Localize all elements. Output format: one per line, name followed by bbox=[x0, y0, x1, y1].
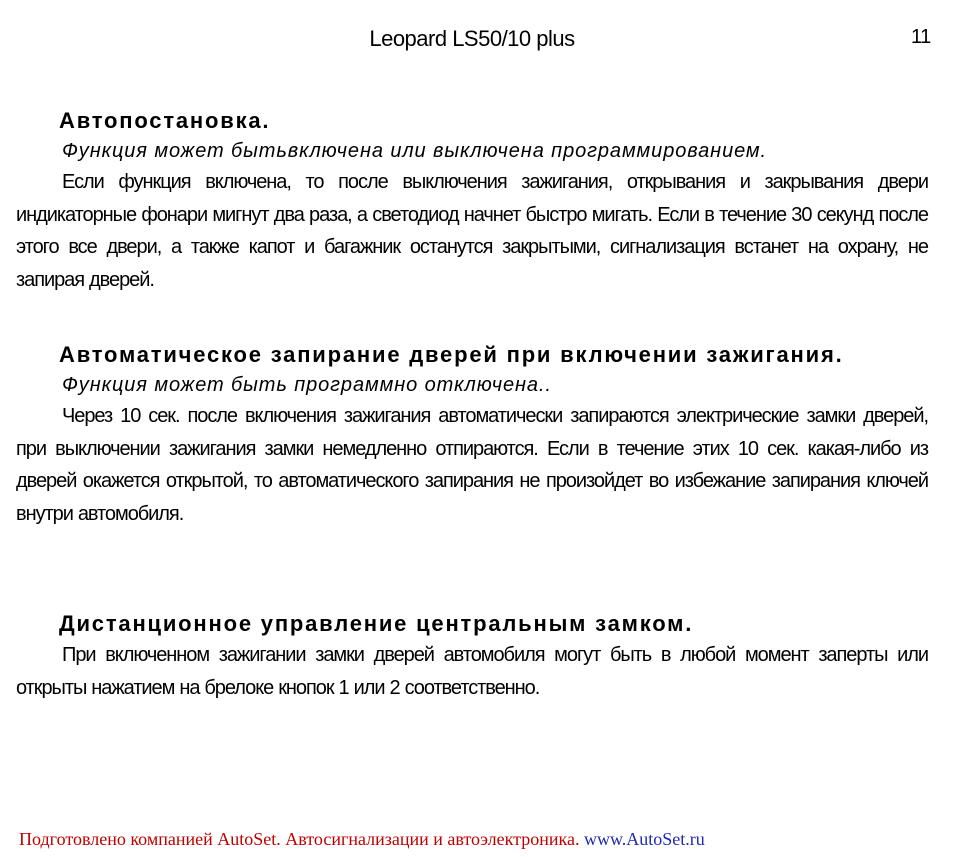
footer-url-link[interactable]: www.AutoSet.ru bbox=[583, 829, 705, 849]
page-number: 11 bbox=[911, 26, 931, 48]
footer-text: Подготовлено компанией AutoSet. Автосигнализации и автоэлектроника. bbox=[19, 829, 584, 849]
section-heading: Автоматическое запирание дверей при включении зажигания. bbox=[59, 342, 844, 367]
section-subtitle: Функция может быть программно отключена.. bbox=[62, 374, 552, 396]
section-subtitle: Функция может бытьвключена или выключена программированием. bbox=[62, 140, 767, 162]
section-autoarm bbox=[16, 105, 928, 297]
footer-credit bbox=[19, 829, 705, 850]
section-body: Если функция включена, то после выключения зажигания, открывания и закрывания двери индикаторные фонари мигнут два раза, а светодиод начнет быстро мигать. Если в течение 30 секунд после этого все двери, а также капот и багажник останутся закрытыми, сигнализация встанет на охрану, не запирая дверей. bbox=[16, 171, 928, 292]
section-auto-door-lock bbox=[16, 339, 928, 531]
section-heading: Автопостановка. bbox=[59, 108, 271, 133]
page-header-title: Leopard LS50/10 plus bbox=[369, 26, 575, 51]
section-heading: Дистанционное управление центральным замком. bbox=[59, 611, 694, 636]
section-body: Через 10 сек. после включения зажигания автоматически запираются электрические замки дверей, при выключении зажигания замки немедленно отпираются. Если в течение этих 10 сек. какая-либо из дверей окажется открытой, то автоматического запирания не произойдет во избежание запирания ключей внутри автомобиля. bbox=[16, 405, 928, 526]
section-body: При включенном зажигании замки дверей автомобиля могут быть в любой момент заперты или открыты нажатием на брелоке кнопок 1 или 2 соответственно. bbox=[16, 644, 928, 699]
section-remote-central-lock bbox=[16, 608, 928, 704]
